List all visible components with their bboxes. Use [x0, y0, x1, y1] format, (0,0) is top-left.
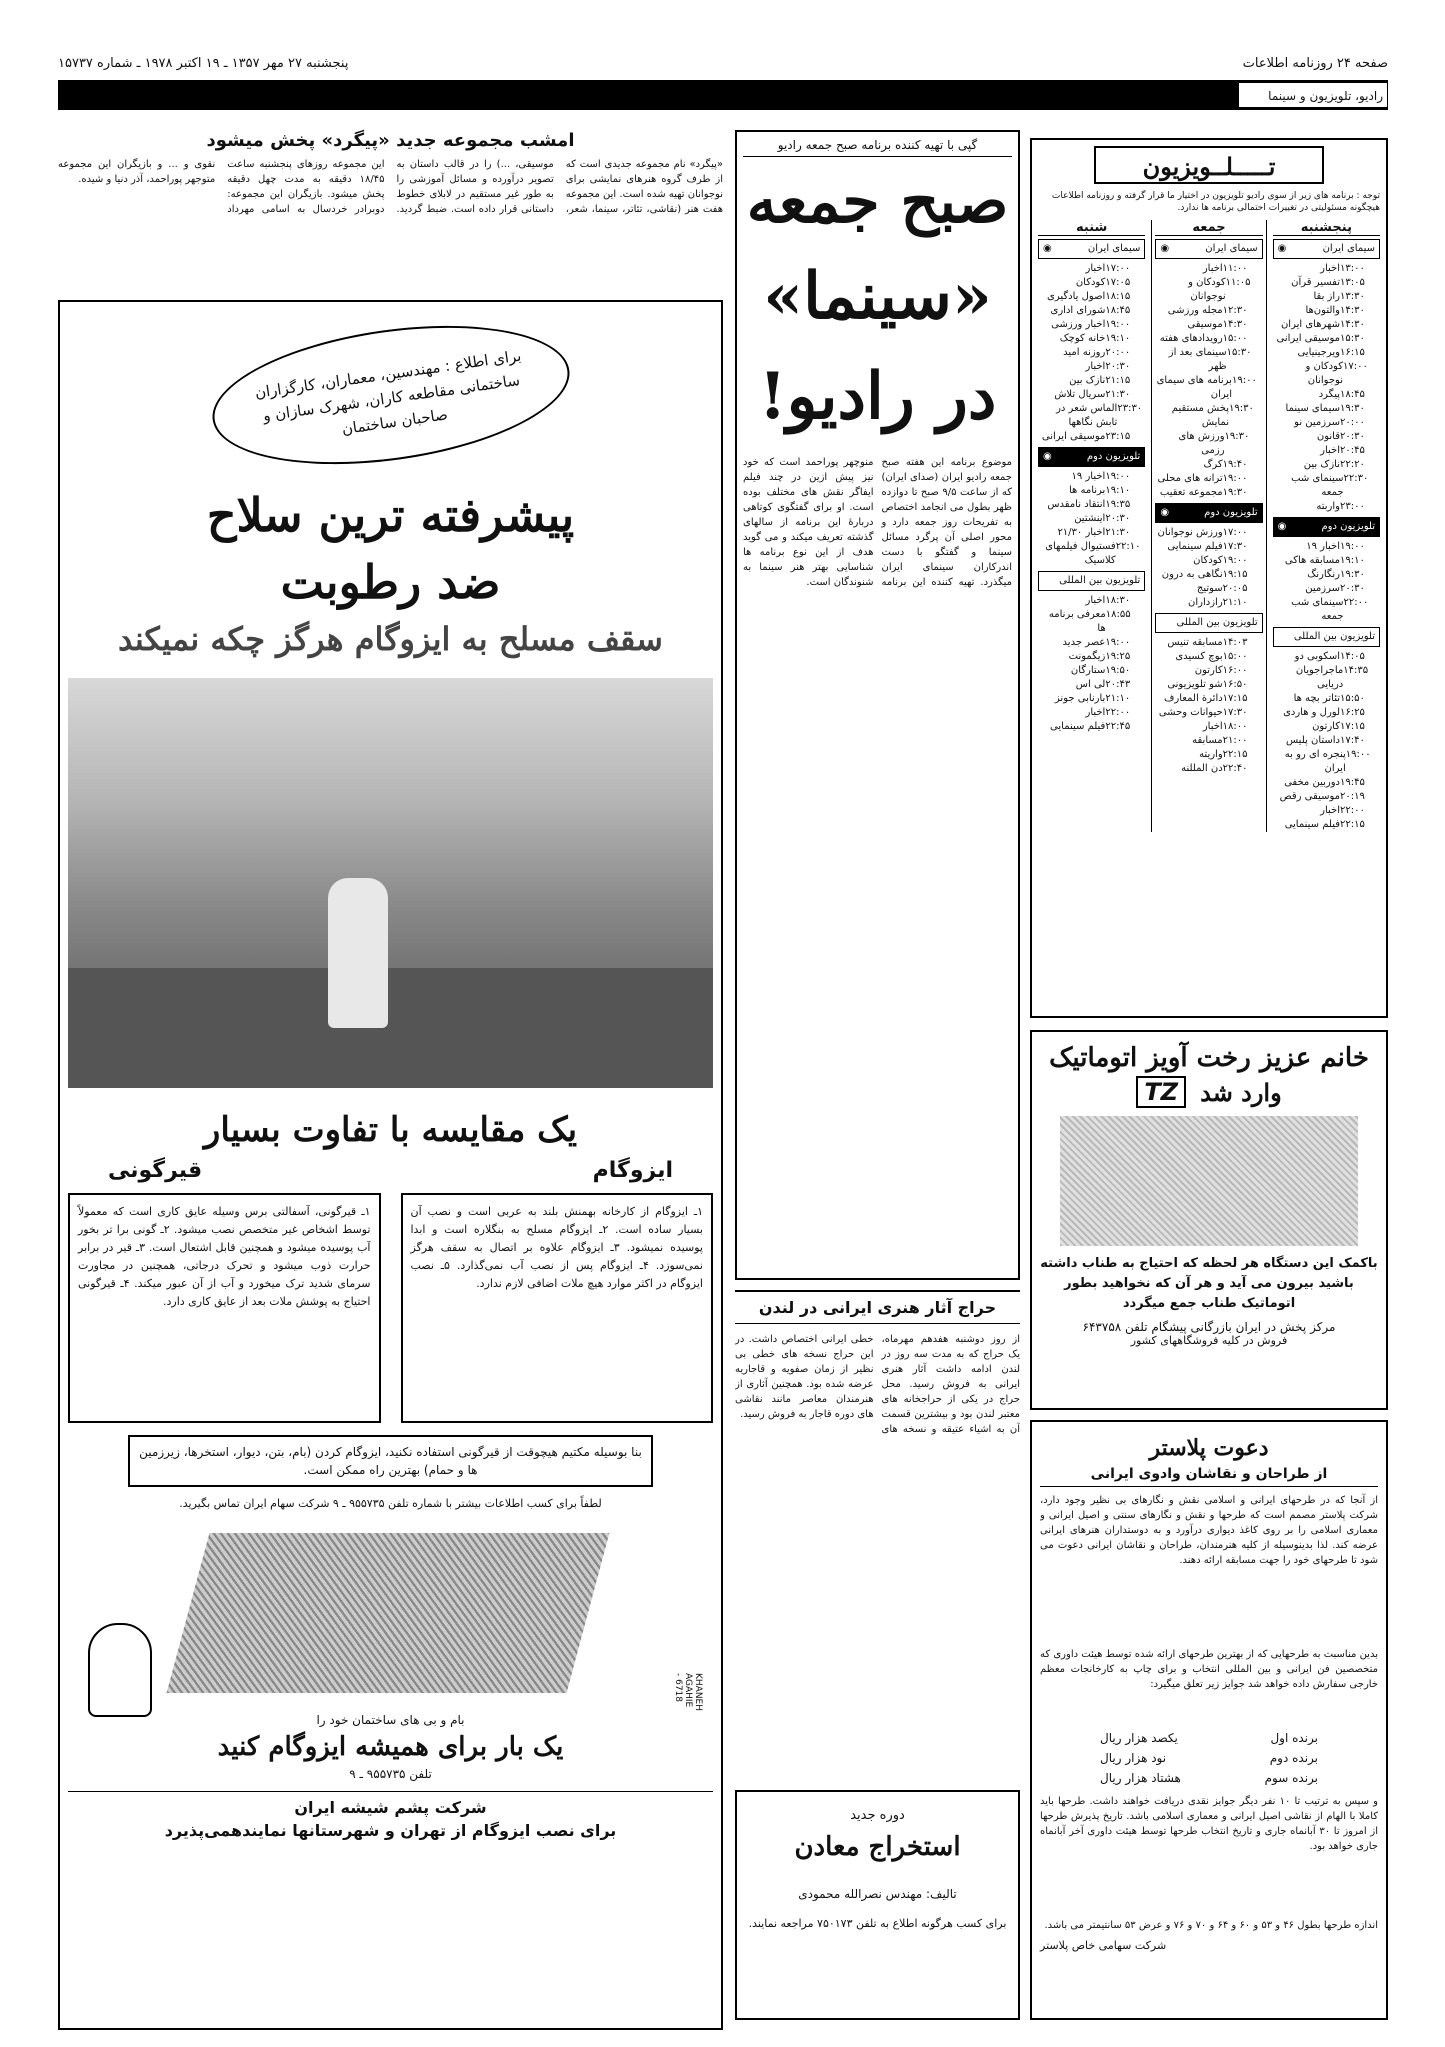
tv-program-name: کرگ — [1203, 459, 1223, 470]
tv-program-time: ۱۱:۰۵ — [1225, 277, 1251, 288]
tv-program-row — [1155, 430, 1262, 458]
ad-roll-area — [68, 1523, 713, 1713]
tv-program-row — [1155, 374, 1262, 402]
tv-program-time: ۱۸:۴۵ — [1340, 389, 1365, 400]
tv-program-row — [1038, 346, 1145, 360]
ad-footer: برای نصب ایزوگام از تهران و شهرستانها نمایندهمی‌پذیرد — [164, 1821, 617, 1840]
tv-program-time: ۲۱:۳۰ — [1105, 389, 1131, 400]
tv-program-name: اخبار — [1085, 361, 1106, 372]
tv-program-time: ۱۲:۳۰ — [1222, 305, 1248, 316]
invite-title: دعوت پلاستر — [1149, 1435, 1269, 1461]
tv-program-row — [1038, 276, 1145, 290]
tv-program-time: ۱۳:۰۵ — [1340, 277, 1365, 288]
tv-program-row — [1273, 416, 1380, 430]
tv-logo-icon: ◉ — [1043, 451, 1052, 462]
tv-program-row — [1273, 290, 1380, 304]
tv-channel-badge-third: تلویزیون بین المللی — [1155, 613, 1262, 633]
tv-program-row — [1273, 458, 1380, 472]
tv-day-name: شنبه — [1038, 220, 1145, 236]
tv-program-time: ۲۰:۳۰ — [1105, 361, 1131, 372]
tv-program-time: ۲۳:۱۵ — [1105, 431, 1131, 442]
auction-body: از روز دوشنبه هفدهم مهرماه، یک حراج که به مدت سه روز در لندن ادامه داشت آثار هنری ایرانی به فروش رسید. محل حراج در یکی از حراجخانه های معتبر لندن بود و بیشترین قسمت آن به اشیاء عتیقه و نسخه های خطی ایرانی اختصاص داشت. در این حراج نسخه های خطی بی نظیر از زمان صفویه و قاجاریه عرضه شده بود. همچنین آثاری از هنرمندان معاصر مانند نقاشی های دوره قاجار به فروش رسید. — [735, 1334, 1020, 1435]
tv-program-row — [1038, 388, 1145, 402]
tv-program-row — [1038, 360, 1145, 374]
tv-title: تـــــلــویزیون — [1142, 152, 1276, 181]
tv-program-name: الماس شعر در تابش نگاهها — [1056, 403, 1118, 428]
tv-program-row — [1155, 472, 1262, 486]
tv-program-row — [1038, 332, 1145, 346]
tv-program-time: ۲۰:۳۰ — [1340, 431, 1365, 442]
tv-program-name: راز بقا — [1313, 291, 1340, 302]
tv-channel-badge-third: تلویزیون بین المللی — [1038, 571, 1145, 591]
ad-compare-labels — [68, 1158, 713, 1183]
tv-program-row — [1273, 430, 1380, 444]
dryer-head-row — [1040, 1076, 1378, 1108]
invite-company: شرکت سهامی خاص پلاستر — [1040, 1939, 1167, 1952]
invite-prize-row: برنده سوم هشتاد هزار ریال — [1100, 1771, 1318, 1785]
tv-program-time: ۱۴:۳۰ — [1340, 305, 1365, 316]
tv-program-row — [1038, 402, 1145, 430]
tv-program-name: ترانه های محلی — [1157, 473, 1223, 484]
tv-program-row — [1273, 360, 1380, 388]
ad-rival-label: قیرگونی — [108, 1158, 203, 1183]
radio-head-1: صبح جمعه — [746, 167, 1009, 237]
tv-channel-badge-second: تلویزیون دوم ◉ — [1273, 517, 1380, 537]
header-bar — [58, 80, 1388, 110]
tv-program-name: روزنه امید — [1063, 347, 1106, 358]
ad-slogan: یک بار برای همیشه ایزوگام کنید — [217, 1732, 564, 1762]
tv-channel-badge: سیمای ایران ◉ — [1155, 239, 1262, 259]
dryer-text-1: باکمک این دستگاه هر لحظه که احتیاج به طناب داشته — [1040, 1256, 1378, 1271]
tv-program-name: موسیقی — [1187, 319, 1223, 330]
tv-program-time: ۱۹:۱۰ — [1105, 333, 1131, 344]
dryer-text-3: اتوماتیک طناب جمع میگردد — [1122, 1296, 1296, 1311]
tv-channel-badge: سیمای ایران ◉ — [1038, 239, 1145, 259]
tv-channel-badge-third: تلویزیون بین المللی — [1273, 627, 1380, 647]
tv-program-time: ۲۱:۱۵ — [1105, 375, 1131, 386]
ad-slogan-small: بام و بی های ساختمان خود را — [316, 1713, 465, 1727]
ad-head-3: سقف مسلح به ایزوگام هرگز چکه نمیکند — [118, 620, 663, 658]
tv-program-row — [1273, 262, 1380, 276]
tv-program-row — [1155, 318, 1262, 332]
tv-channel-badge-second: تلویزیون دوم ◉ — [1155, 503, 1262, 523]
dryer-ad — [1030, 1030, 1388, 1410]
tv-program-row — [1038, 290, 1145, 304]
tv-program-time: ۱۹:۳۰ — [1222, 487, 1248, 498]
tv-program-row — [1155, 276, 1262, 304]
tv-program-name: موسیقی ایرانی — [1276, 333, 1340, 344]
tv-channel-badge: سیمای ایران ◉ — [1273, 239, 1380, 259]
izogam-ad — [58, 300, 723, 2030]
ad-head-1: پیشرفته ترین سلاح — [206, 488, 575, 542]
pigard-title: امشب مجموعه جدید «پیگرد» پخش میشود — [206, 130, 575, 151]
ad-photo-roof — [68, 968, 713, 1088]
tv-logo-icon: ◉ — [1160, 243, 1170, 254]
ad-photo-rooftop — [68, 678, 713, 1088]
tv-day-programs — [1273, 262, 1380, 514]
tv-program-time: ۲۰:۴۵ — [1340, 445, 1365, 456]
tv-day-programs — [1038, 262, 1145, 444]
tv-program-time: ۱۷:۰۰ — [1342, 361, 1368, 372]
invite-prizes — [1100, 1728, 1318, 1788]
auction-title: حراج آثار هنری ایرانی در لندن — [735, 1290, 1020, 1324]
tv-program-name: پخش مستقیم نمایش — [1171, 403, 1229, 428]
tv-program-name: تفسیر قرآن — [1291, 277, 1340, 288]
tv-program-time: ۲۲:۳۰ — [1343, 473, 1369, 484]
tv-program-row — [1273, 444, 1380, 458]
tv-program-time: ۱۴:۳۰ — [1222, 319, 1248, 330]
ad-photo-worker — [328, 878, 388, 1028]
tv-program-name: مجموعه تعقیب — [1159, 487, 1223, 498]
tv-program-time: ۱۹:۴۰ — [1222, 459, 1248, 470]
section-label: رادیو، تلویزیون و سینما — [1238, 82, 1388, 108]
dryer-sale: فروش در کلیه فروشگاههای کشور — [1130, 1334, 1288, 1347]
tv-program-name: کودکان و نوجوانان — [1305, 361, 1343, 386]
tv-program-name: کودکان — [1075, 277, 1106, 288]
tv-program-name: مجله ورزشی — [1167, 305, 1223, 316]
tv-program-name: اخبار — [1320, 263, 1340, 274]
header-date-label: پنجشنبه ۲۷ مهر ۱۳۵۷ ـ ۱۹ اکتبر ۱۹۷۸ ـ شماره ۱۵۷۳۷ — [58, 56, 349, 71]
tv-program-row — [1155, 458, 1262, 472]
dryer-photo — [1060, 1116, 1358, 1246]
ad-izogam-points: ۱ـ ایزوگام از کارخانه بهمنش بلند به عربی است و نصب آن بسیار ساده است. ۲ـ ایزوگام مسلح به بنگلاره است و ابدا پوسیده نمیشود. ۳ـ ایزوگام علاوه بر اتصال به سقف هرگز نمی‌سوزد. ۴ـ ایزوگام پس از نصب آب نمی‌گذارد. ۵ـ نصب ایزوگام در اکثر موارد هیچ ملات اضافی لازم ندارد. — [401, 1193, 714, 1423]
tv-program-row — [1038, 318, 1145, 332]
dryer-text-2: باشید بیرون می آید و هر آن که نخواهید بطور — [1064, 1276, 1354, 1291]
tv-program-name: قانون — [1316, 431, 1340, 442]
tv-program-time: ۱۹:۰۰ — [1222, 473, 1248, 484]
radio-article — [735, 130, 1020, 1280]
tv-program-time: ۱۳:۰۰ — [1340, 263, 1365, 274]
ad-phone-note: لطفاً برای کسب اطلاعات بیشتر با شماره تلفن ۹۵۵۷۳۵ ـ ۹ شرکت سهام ایران تماس بگیرید. — [179, 1497, 602, 1510]
tv-program-row — [1273, 332, 1380, 346]
tv-program-row — [1273, 318, 1380, 332]
ad-compare-title: یک مقایسه با تفاوت بسیار — [203, 1110, 578, 1150]
tv-program-row — [1155, 332, 1262, 346]
auction-article — [735, 1290, 1020, 1780]
tv-schedule — [1030, 138, 1388, 1018]
tv-program-row — [1038, 262, 1145, 276]
dryer-dist: مرکز پخش در ایران بازرگانی پیشگام تلفن ۶۴۳۷۵۸ — [1082, 1320, 1336, 1334]
tv-program-time: ۱۹:۳۰ — [1224, 431, 1250, 442]
ad-rival-points: ۱ـ قیرگونی، آسفالتی برس وسیله عایق کاری است که معمولاً توسط اشخاص غیر متخصص نصب میشود. ۲ـ گونی برا تر بخور آب پوسیده میشود و همچنین قابل اشتعال است. ۳ـ قیر در برابر حرارت ذوب میشود و تحرک درجاتی، همچنین در مجاورت سرمای شدید ترک میخورد و آب از آن عبور میکند. ۴ـ قیرگونی احتیاج به پوشش ملات بعد از عایق کاری دارد. — [68, 1193, 381, 1423]
tv-day-1: جمعه سیمای ایران ◉ ۱۱:۰۰ اخبار ۱۱:۰۵ کودکان و نوجوانان ۱۲:۳۰ مجله ورزشی ۱۴:۳۰ موسیقی ۱۵:۰۰ رویدادهای هفته ۱۵:۳۰ سینمای بعد از ظهر ۱۹:۰۰ برنامه های سیمای ایران ۱۹:۳۰ پخش مستقیم نمایش ۱۹:۳۰ ورزش های رزمی ۱۹:۴۰ کرگ ۱۹:۰۰ ترانه های محلی ۱۹:۳۰ مجموعه تعقیب تلویزیون دوم ◉ ۱۷:۰۰ ورزش نوجوانان ۱۷:۳۰ فیلم سینمایی ۱۹:۰۰ کودکان ۱۹:۱۵ نگاهی به درون ۲۰:۰۵ سوتیج ۲۱:۱۰ رازداران تلویزیون بین المللی ۱۴:۰۳ مسابقه تنیس ۱۵:۰۰ بوچ کسیدی ۱۶:۰۰ کارتون ۱۶:۵۰ شو تلویزیونی ۱۷:۱۵ دائرة المعارف ۱۷:۳۰ حیوانات وحشی ۱۸:۰۰ اخبار ۲۱:۰۰ مسابقه ۲۲:۱۵ واریته ۲۲:۴۰ دن المللنه — [1151, 220, 1266, 832]
invite-text-1: از آنجا که در طرحهای ایرانی و اسلامی نقش و نگارهای بی نظیر وجود دارد، شرکت پلاستر مصمم است که طرحها و نقش و نگارهای سنتی و اصیل ایرانی و معماری اسلامی را بر روی کاغذ دیواری درآورد و به دوستداران هنرهای ایرانی عرضه کند. لذا بدینوسیله از کلیه هنرمندان، طراحان و نقاشان ایرانی دعوت می شود تا طرحهای خود را جهت مسابقه ارائه دهند. — [1040, 1495, 1378, 1566]
tv-program-time: ۲۰:۰۰ — [1340, 417, 1365, 428]
tv-program-name: اخبار ورزشی — [1051, 319, 1106, 330]
tv-program-time: ۱۷:۰۵ — [1105, 277, 1131, 288]
tv-program-time: ۱۳:۳۰ — [1340, 291, 1365, 302]
tv-program-name: اخبار — [1085, 263, 1106, 274]
tv-program-name: موسیقی ایرانی — [1041, 431, 1106, 442]
tv-program-name: سینمای بعد از ظهر — [1168, 347, 1227, 372]
ad-oval-note: برای اطلاع : مهندسین، معماران، کارگزاران ساختمانی مقاطعه کاران، شهرک سازان و صاحبان ساختمان — [203, 306, 578, 485]
tv-title-box — [1094, 146, 1324, 184]
tv-program-name: نازک بین — [1069, 375, 1106, 386]
book-title: استخراج معادن — [794, 1832, 961, 1862]
tv-program-name: شهرهای ایران — [1280, 319, 1340, 330]
tv-program-name: سیمای سینما — [1285, 403, 1340, 414]
tv-program-name: ورزش های رزمی — [1178, 431, 1225, 456]
tv-program-name: سینمای شب جمعه — [1291, 473, 1344, 498]
tv-program-name: پیگرد — [1318, 389, 1340, 400]
tv-logo-icon: ◉ — [1277, 243, 1287, 254]
tv-program-name: سریال تلاش — [1054, 389, 1106, 400]
radio-kicker: گپی با تهیه کننده برنامه صبح جمعه رادیو — [743, 138, 1012, 157]
tv-program-row — [1155, 304, 1262, 318]
dryer-head-1: خانم عزیز رخت آویز اتوماتیک — [1049, 1043, 1369, 1073]
tv-program-name: کودکان و نوجوانان — [1188, 277, 1226, 302]
book-label: دوره جدید — [850, 1808, 905, 1823]
tv-program-row — [1155, 402, 1262, 430]
ad-compare-boxes — [68, 1193, 713, 1423]
invite-prize-row: برنده اول یکصد هزار ریال — [1100, 1731, 1318, 1745]
tv-program-name: نازک بین — [1303, 459, 1340, 470]
tv-logo-icon: ◉ — [1043, 243, 1052, 254]
tv-program-row — [1155, 262, 1262, 276]
page-header — [58, 52, 1388, 78]
tv-program-row — [1155, 486, 1262, 500]
tv-program-name: ویرجینیایی — [1297, 347, 1340, 358]
ad-tel-line: تلفن ۹۵۵۷۳۵ ـ ۹ — [349, 1767, 432, 1781]
tv-program-row — [1273, 304, 1380, 318]
tv-program-time: ۲۳:۳۰ — [1117, 403, 1143, 414]
tv-program-name: واربته — [1316, 501, 1340, 512]
tv-logo-icon: ◉ — [1277, 521, 1287, 532]
tv-logo-icon: ◉ — [1160, 507, 1170, 518]
invite-text-3: و سپس به ترتیب تا ۱۰ نفر دیگر جوایز نقدی دریافت خواهند داشت. طرحها باید کاملا با الهام از نقاشی اصیل ایرانی و معماری اسلامی باشد. تاریخ پذیرش طرحها از امروز تا ۳۰ آبانماه جاری و تاریخ انتخاب طرحها توسط هیئت داوری آخر آبانماه جاری خواهد بود. — [1040, 1796, 1378, 1852]
ad-agency-code: KHANEH AGAHIE - 6718 — [673, 1673, 703, 1712]
invite-text-4: اندازه طرحها بطول ۴۶ و ۵۳ و ۶۰ و ۶۴ و ۷۰ و ۷۶ و عرض ۵۳ سانتیمتر می باشد. — [1044, 1920, 1378, 1931]
book-info: برای کسب هرگونه اطلاع به تلفن ۷۵۰۱۷۳ مراجعه نمایند. — [748, 1917, 1007, 1930]
tv-program-name: خانه کوچک — [1059, 333, 1106, 344]
ad-head-2: ضد رطوبت — [280, 555, 501, 609]
tv-day-2: شنبه سیمای ایران ◉ ۱۷:۰۰ اخبار ۱۷:۰۵ کودکان ۱۸:۱۵ اصول یادگیری ۱۸:۴۵ شورای اداری ۱۹:۰۰ اخبار ورزشی ۱۹:۱۰ خانه کوچک ۲۰:۰۰ روزنه امید ۲۰:۳۰ اخبار ۲۱:۱۵ نازک بین ۲۱:۳۰ سریال تلاش ۲۳:۳۰ الماس شعر در تابش نگاهها ۲۳:۱۵ موسیقی ایرانی تلویزیون دوم ◉ ۱۹:۰۰ اخبار ۱۹ ۱۹:۱۰ برنامه ها ۱۹:۳۵ انتقاد نامقدس ۲۰:۳۰ اینشتین ۲۱:۳۰ اخبار ۲۱/۳۰ ۲۲:۱۰ فستیوال فیلمهای کلاسیک تلویزیون بین المللی ۱۸:۳۰ اخبار ۱۸:۵۵ معرفی برنامه ها ۱۹:۰۰ عصر جدید ۱۹:۲۵ زیگمونت ۱۹:۵۰ ستارگان ۲۰:۴۳ لی اس ۲۱:۱۰ بارنابی جونز ۲۲:۰۰ اخبار ۲۲:۴۵ فیلم سینمایی — [1038, 220, 1145, 832]
tv-program-row — [1273, 472, 1380, 500]
tv-program-time: ۱۵:۳۰ — [1226, 347, 1252, 358]
tv-program-time: ۱۴:۳۰ — [1340, 319, 1365, 330]
tv-program-time: ۲۲:۲۰ — [1340, 459, 1365, 470]
dryer-logo: TZ — [1136, 1076, 1186, 1108]
tv-program-row — [1273, 500, 1380, 514]
tv-program-row — [1038, 374, 1145, 388]
tv-program-time: ۱۹:۳۰ — [1229, 403, 1254, 414]
tv-note: توجه : برنامه های زیر از سوی رادیو تلویزیون در اختیار ما قرار گرفته و روزنامه اطلاعات هیچگونه مسئولیتی در تغییرات احتمالی برنامه ها ندارد. — [1051, 191, 1380, 213]
plaster-invite — [1030, 1420, 1388, 2020]
invite-prize-row: برنده دوم نود هزار ریال — [1100, 1751, 1318, 1765]
tv-program-time: ۱۸:۴۵ — [1105, 305, 1131, 316]
radio-body: موضوع برنامه این هفته صبح جمعه رادیو ایران (صدای ایران) که از ساعت ۹/۵ صبح تا دوازده ظهر بطول می انجامد اختصاص به تفریحات روز جمعه دارد و محور اصلی آن پرگرد مسائل سینما و گفتگو با دست اندرکاران سینمای ایران میگذرد. تهیه کننده این برنامه منوچهر پوراحمد است که خود نیز پیش ازین در چند فیلم ایفاگر نقش های مختلف بوده است. او برای گفتگوی کوتاهی دربارهٔ این برنامه از سالهای گذشته تعریف میکند و می گوید هدف از این نوع برنامه ها شناسایی بهتر هنر سینما به شنوندگان است. — [743, 457, 1012, 588]
tv-days — [1038, 220, 1380, 832]
tv-program-row — [1038, 430, 1145, 444]
tv-program-time: ۱۷:۰۰ — [1105, 263, 1131, 274]
pigard-body: «پیگرد» نام مجموعه جدیدی است که از طرف گروه هنرهای نمایشی برای نوجوانان تهیه شده است. این مجموعه هفت هنر (نقاشی، تئاتر، سینما، شعر، موسیقی، ...) را در قالب داستان به تصویر درآورده و مسائل آموزشی را به طور غیر مستقیم در لابلای خطوط داستانی قرار داده است. ضبط گردید. این مجموعه روزهای پنجشنبه ساعت ۱۸/۴۵ دقیقه به مدت چهل دقیقه پخش میشود. بازیگران این مجموعه: دوبرادر خردسال به اسامی مهرداد نقوی و ... و بازیگران این مجموعه متوجهر پوراحمد، آذر دنیا و شیده. — [58, 159, 723, 215]
tv-program-row — [1273, 276, 1380, 290]
tv-program-time: ۱۱:۰۰ — [1222, 263, 1248, 274]
tv-program-name: والتون‌ها — [1305, 305, 1340, 316]
pigard-article — [58, 130, 723, 290]
tv-program-time: ۱۹:۰۰ — [1105, 319, 1131, 330]
tv-program-row — [1155, 346, 1262, 374]
ad-roll-image — [167, 1533, 610, 1693]
tv-program-name: اخبار — [1202, 263, 1223, 274]
tv-program-name: اخبار — [1320, 445, 1340, 456]
tv-program-name: شورای اداری — [1050, 305, 1106, 316]
invite-text-2: بدین مناسبت به طرحهایی که از بهترین طرحهای ارائه شده توسط هیئت داوری که متخصصین فن ایرانی و بین المللی انتخاب و برای چاپ به کارخانجات معظم خارجی سفارش داده خواهد شد جوایز زیر تعلق میگیرد: — [1040, 1649, 1378, 1690]
tv-program-time: ۱۵:۳۰ — [1340, 333, 1365, 344]
tv-program-time: ۱۶:۱۵ — [1340, 347, 1365, 358]
ad-brand-label: ایزوگام — [592, 1158, 673, 1183]
radio-head-2: «سینما» — [763, 259, 992, 334]
ad-mascot-image — [88, 1623, 152, 1717]
tv-program-row — [1273, 346, 1380, 360]
tv-program-row — [1038, 304, 1145, 318]
dryer-head-2: وارد شد — [1200, 1077, 1282, 1107]
tv-program-time: ۱۹:۳۰ — [1340, 403, 1365, 414]
tv-program-row — [1273, 388, 1380, 402]
book-ad — [735, 1790, 1020, 2020]
invite-sub: از طراحان و نقاشان وادوی ایرانی — [1040, 1466, 1378, 1487]
header-page-label: صفحه ۲۴ روزنامه اطلاعات — [1242, 56, 1388, 71]
tv-program-name: برنامه های سیمای ایران — [1156, 375, 1232, 400]
radio-head-3: در رادیو! — [758, 359, 997, 434]
tv-day-0: پنجشنبه سیمای ایران ◉ ۱۳:۰۰ اخبار ۱۳:۰۵ تفسیر قرآن ۱۳:۳۰ راز بقا ۱۴:۳۰ والتون‌ها ۱۴:۳۰ شهرهای ایران ۱۵:۳۰ موسیقی ایرانی ۱۶:۱۵ ویرجینیایی ۱۷:۰۰ کودکان و نوجوانان ۱۸:۴۵ پیگرد ۱۹:۳۰ سیمای سینما ۲۰:۰۰ سرزمین نو ۲۰:۳۰ قانون ۲۰:۴۵ اخبار ۲۲:۲۰ نازک بین ۲۲:۳۰ سینمای شب جمعه ۲۳:۰۰ واربته تلویزیون دوم ◉ ۱۹:۰۰ اخبار ۱۹ ۱۹:۱۰ مسابقه هاکی ۱۹:۳۰ رنگارنگ ۲۰:۳۰ سرزمین ۲۲:۰۰ سینمای شب جمعه تلویزیون بین المللی ۱۴:۰۵ اسکوبی دو ۱۴:۳۵ ماجراجویان دریایی ۱۵:۵۰ تئاتر بچه ها ۱۶:۲۵ لورل و هاردی ۱۷:۱۵ کارتون ۱۷:۴۰ داستان پلیس ۱۹:۰۰ پنجره ای رو به ایران ۱۹:۴۵ دوربین مخفی ۲۰:۱۹ موسیقی رقص ۲۲:۰۰ اخبار ۲۲:۱۵ فیلم سینمایی — [1273, 220, 1380, 832]
tv-program-time: ۲۰:۰۰ — [1105, 347, 1131, 358]
tv-day-name: پنجشنبه — [1273, 220, 1380, 236]
tv-day-programs — [1155, 262, 1262, 500]
tv-channel-badge-second: تلویزیون دوم ◉ — [1038, 447, 1145, 467]
tv-program-name: سرزمین نو — [1294, 417, 1340, 428]
tv-program-name: اصول یادگیری — [1047, 291, 1106, 302]
tv-program-time: ۱۵:۰۰ — [1222, 333, 1248, 344]
book-author: تالیف: مهندس نصرالله محمودی — [798, 1887, 957, 1901]
tv-program-name: رویدادهای هفته — [1159, 333, 1223, 344]
ad-company: شرکت پشم شیشه ایران — [68, 1791, 713, 1817]
tv-program-time: ۱۹:۰۰ — [1231, 375, 1257, 386]
tv-program-row — [1273, 402, 1380, 416]
tv-program-time: ۱۸:۱۵ — [1105, 291, 1131, 302]
ad-box-note: بنا بوسیله مکتیم هیچوقت از قیرگونی استفاده نکنید، ایزوگام کردن (بام، بتن، دیوار، استخرها، زیرزمین ها و حمام) بهترین راه ممکن است. — [128, 1435, 653, 1487]
tv-day-name: جمعه — [1155, 220, 1262, 236]
tv-program-time: ۲۳:۰۰ — [1340, 501, 1365, 512]
